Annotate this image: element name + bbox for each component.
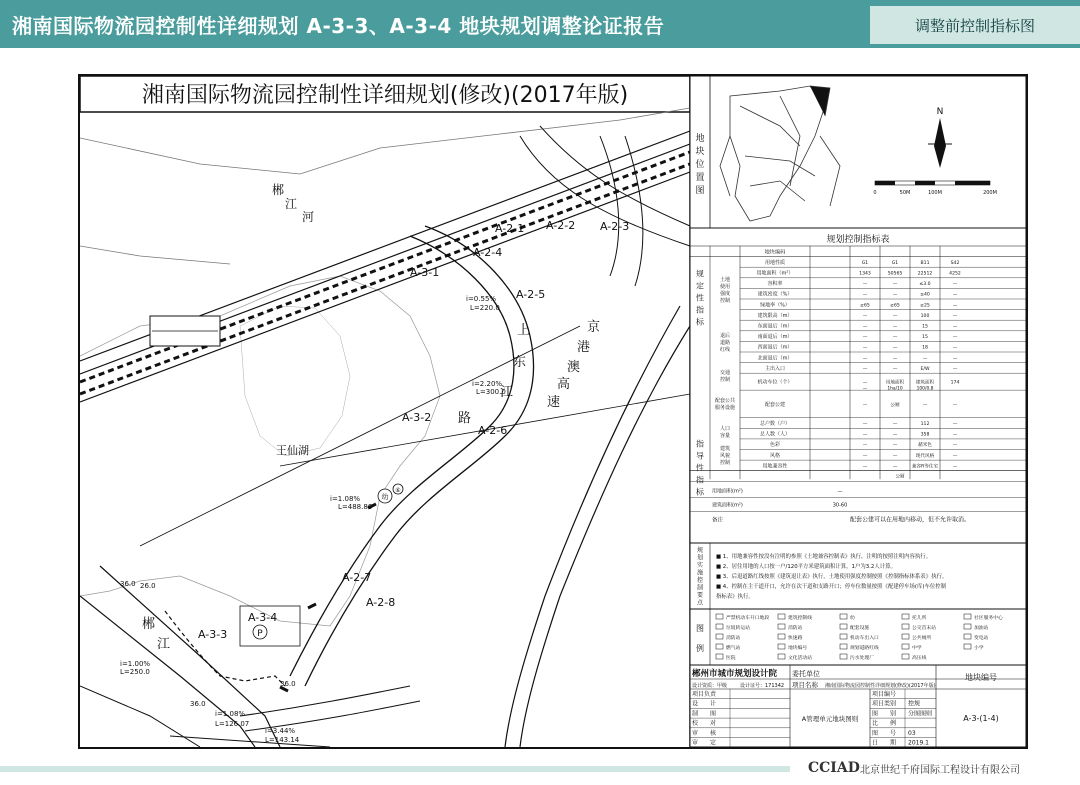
curve-label: 36.0 — [190, 700, 206, 708]
remark-text: 配套公建可以在用地内移动，但不允许取消。 — [849, 516, 971, 524]
sub-group-label: 道路 — [719, 340, 731, 346]
table-cell: — — [892, 366, 898, 372]
legend-symbol-icon — [778, 654, 785, 659]
table-cell: 358 — [920, 432, 930, 438]
table-row-label: 总人数（人） — [759, 431, 791, 438]
table-cell: — — [862, 356, 868, 362]
parcel-code-value: A-3-(1-4) — [963, 714, 999, 723]
table-cell: — — [952, 313, 958, 319]
table-cell: — — [892, 432, 898, 438]
table-cell: — — [892, 282, 898, 288]
sub-group-label: 交通 — [719, 370, 731, 376]
legend-item: 社区服务中心 — [974, 616, 1003, 621]
legend-item: 配套设施 — [850, 626, 870, 631]
table-cell: — — [862, 386, 868, 392]
sub-group-label: 使用 — [719, 284, 731, 290]
legend-symbol-icon — [902, 614, 909, 619]
note-line: ■ 3、后退道路红线按照《建筑退让表》执行，土地使用强度控制按照《控制指标体系表》执行。 — [716, 574, 948, 580]
parcel-label: A-3-2 — [402, 411, 432, 424]
table-cell: — — [892, 422, 898, 428]
table-cell: G1 — [891, 260, 899, 266]
table-cell: — — [862, 453, 868, 459]
table-row-label: 风格 — [769, 452, 781, 459]
curve-label: 36.0 — [280, 680, 296, 688]
table-row-label: 备注 — [712, 517, 724, 524]
sub-group-label: 退后 — [719, 333, 731, 339]
table-cell: 1ha/10 — [887, 386, 903, 392]
legend-symbol-icon — [716, 654, 723, 659]
legend-symbol-icon — [902, 624, 909, 629]
map-title: 湘南国际物流园控制性详细规划(修改)(2017年版) — [141, 83, 629, 108]
table-cell: — — [952, 422, 958, 428]
curve-label: i=1.08% — [215, 710, 246, 718]
scale-label: 100M — [928, 190, 942, 196]
table-cell: 用地面积 — [885, 380, 905, 386]
legend-symbol-icon — [716, 614, 723, 619]
north-label: N — [936, 107, 944, 117]
institute-name: 郴州市城市规划设计院 — [692, 669, 778, 679]
table-row-label: 用地兼容性 — [762, 463, 788, 470]
location-label-2: 块 — [695, 147, 705, 157]
curve-label: L=488.86 — [338, 503, 373, 511]
table-cell: 15 — [922, 335, 928, 341]
expressway-label-3: 澳 — [567, 360, 581, 375]
legend-symbol-icon — [964, 624, 971, 629]
legend-item: 规划道路红线 — [850, 646, 879, 651]
location-label-4: 置 — [695, 173, 705, 183]
curve-label: L=220.0 — [470, 304, 500, 312]
notes-label: 划 — [696, 554, 704, 562]
table-cell: — — [952, 345, 958, 351]
table-row-label: 西面退后（m） — [757, 344, 793, 351]
parcel-label: A-3-4 — [248, 611, 278, 624]
table-row-label: 色彩 — [769, 442, 781, 449]
sub-group-label: 人口 — [719, 426, 731, 432]
table-row-label: 主出入口 — [764, 365, 786, 372]
table-cell: 公厕 — [895, 474, 905, 480]
table-cell: ≥65 — [860, 303, 870, 309]
note-line: 指标表》执行。 — [716, 594, 754, 600]
legend-item: 公共厕所 — [912, 636, 932, 641]
scale-label: 0 — [873, 190, 877, 196]
road-label-2: 东 — [513, 355, 527, 370]
table-cell: — — [862, 292, 868, 298]
guide-group-label: 标 — [696, 487, 704, 497]
table-cell: — — [862, 324, 868, 330]
table-cell: 30-60 — [832, 502, 848, 509]
table-cell: — — [892, 292, 898, 298]
table-cell: ≤3.0 — [919, 282, 931, 288]
guide-group-label: 指 — [696, 475, 704, 485]
railway — [80, 131, 690, 402]
table-cell: — — [862, 345, 868, 351]
notes-label: 实 — [696, 562, 704, 569]
curve-label: L=300.0 — [476, 388, 506, 396]
legend-symbol-icon — [840, 654, 847, 659]
curve-label: 26.0 — [140, 582, 156, 590]
table-cell: — — [837, 488, 843, 495]
table-cell: 4252 — [949, 271, 961, 277]
sub-group-label: 风貌 — [719, 453, 731, 459]
table-cell: 现代风格 — [915, 453, 935, 459]
curve-label: L=143.14 — [265, 736, 300, 744]
table-row-label: 用地面积(m²) — [712, 488, 743, 495]
table-cell: — — [862, 313, 868, 319]
table-cell: — — [862, 464, 868, 470]
table-row-label: 南面退后（m） — [757, 334, 793, 341]
rule-group-label: 指 — [696, 305, 704, 315]
table-cell: S42 — [950, 260, 960, 266]
expressway-label-5: 速 — [547, 395, 561, 410]
table-cell: — — [892, 335, 898, 341]
table-cell: — — [862, 366, 868, 372]
table-cell: — — [862, 432, 868, 438]
legend-symbol-icon — [778, 624, 785, 629]
legend-item: 小学 — [974, 646, 984, 651]
scale-label: 50M — [899, 190, 911, 196]
table-cell: 112 — [920, 422, 930, 428]
role-label: 项目负责 — [692, 691, 717, 698]
table-cell: E/W — [920, 366, 930, 372]
curve-label: i=1.08% — [330, 495, 361, 503]
legend-item: 地块编号 — [788, 646, 808, 651]
table-cell: 50565 — [887, 271, 903, 277]
legend-item: 公交首末站 — [912, 626, 936, 631]
legend-item: 幼 — [850, 616, 855, 621]
legend-item: 文化活动站 — [788, 656, 812, 661]
legend-symbol-icon — [840, 634, 847, 639]
chenjiang-road-label-1: 郴 — [142, 617, 156, 632]
table-title: 规划控制指标表 — [826, 235, 890, 245]
legend-item: 消防站 — [788, 626, 803, 631]
parcel-label: A-3-3 — [198, 628, 228, 641]
table-cell: — — [862, 402, 868, 408]
table-cell: — — [862, 443, 868, 449]
sub-group-label: 控制 — [719, 298, 731, 304]
parcel-label: A-2-4 — [473, 246, 503, 259]
sub-group-label: 服务设施 — [714, 405, 736, 411]
legend-symbol-icon — [840, 614, 847, 619]
legend-symbol-icon — [716, 644, 723, 649]
footer — [0, 758, 1080, 785]
table-cell: 100 — [920, 313, 930, 319]
drawing-svg — [80, 76, 1026, 747]
parcel-code-label: 地块编号 — [965, 673, 997, 682]
table-cell: — — [892, 464, 898, 470]
table-cell: B11 — [920, 260, 930, 266]
parcel-label: A-2-8 — [366, 596, 396, 609]
rule-group-label: 规 — [696, 269, 704, 279]
table-cell: — — [952, 324, 958, 330]
legend-item: 消防站 — [726, 636, 741, 641]
field-value: 分图图则 — [908, 710, 933, 718]
curve-label: 36.0 — [120, 580, 136, 588]
location-label-5: 图 — [695, 186, 705, 196]
notes-label: 要 — [696, 592, 704, 599]
table-row-label: 用地性质 — [764, 259, 786, 266]
table-cell: — — [892, 453, 898, 459]
notes-label: 规 — [696, 547, 704, 554]
table-row-label: 机动车位（个） — [757, 379, 793, 386]
table-row-label: 绿地率（%） — [760, 302, 790, 309]
rule-group-label: 标 — [696, 317, 704, 327]
field-label: 图 号 — [872, 729, 897, 737]
legend-symbol-icon — [964, 614, 971, 619]
notes-label: 点 — [696, 599, 704, 607]
table-cell: 公厕 — [890, 402, 900, 408]
legend-symbol-icon — [840, 644, 847, 649]
sub-group-label: 强度 — [719, 291, 731, 297]
table-cell: — — [922, 356, 928, 362]
legend-item: 垃圾转运站 — [726, 626, 750, 631]
table-cell: — — [862, 282, 868, 288]
sub-group-label: 建筑 — [719, 446, 731, 452]
guide-group-label: 导 — [696, 451, 704, 461]
table-cell: 100/0.8 — [916, 386, 934, 392]
table-row-label: 东面退后（m） — [757, 323, 793, 330]
sub-group-label: 容量 — [719, 433, 731, 439]
legend-symbol-icon — [778, 634, 785, 639]
legend-item: 污水处理厂 — [850, 656, 874, 661]
legend-item: 加油站 — [974, 626, 989, 631]
rule-group-label: 性 — [696, 293, 704, 303]
legend-symbol-icon — [778, 644, 785, 649]
legend-label-1: 图 — [696, 624, 704, 633]
parcel-label: A-2-7 — [342, 571, 372, 584]
legend-item: 严禁机动车开口地段 — [726, 616, 770, 621]
company-logo: CCIAD — [808, 760, 860, 776]
note-line: ■ 2、居住用地的人口按一户/120平方米建筑面积计算，1户为3.2人计算。 — [716, 564, 896, 570]
project-value: 湘南国际物流园控制性详细规划(修改)(2017年版) — [825, 683, 936, 689]
legend-symbol-icon — [902, 634, 909, 639]
table-cell: — — [952, 303, 958, 309]
sub-group-label: 控制 — [719, 460, 731, 466]
notes-label: 制 — [696, 584, 704, 592]
table-header-cell: 地块编码 — [764, 249, 786, 256]
parking-icon: P — [257, 629, 263, 639]
table-cell: — — [862, 422, 868, 428]
river-label-1: 郴 — [272, 183, 285, 197]
field-value: 2019.1 — [908, 739, 929, 747]
sub-group-label: 控制 — [719, 377, 731, 383]
table-cell: 18 — [922, 345, 928, 351]
cert-no: 设计证号：171342 — [740, 683, 785, 689]
expressway-label-4: 高 — [557, 377, 571, 392]
table-cell: — — [952, 464, 958, 470]
section-label: 调整前控制指标图 — [870, 6, 1080, 44]
field-label: 日 期 — [872, 739, 897, 747]
kindergarten-icon: 幼 — [381, 493, 389, 501]
table-cell: — — [952, 366, 958, 372]
role-label: 审 核 — [692, 729, 717, 737]
field-value: 控规 — [908, 700, 921, 708]
location-label-1: 地 — [695, 134, 705, 144]
river-label-3: 河 — [302, 210, 315, 224]
sub-group-label: 土地 — [719, 277, 731, 283]
table-cell: 1343 — [859, 271, 871, 277]
legend-item: 高压线 — [912, 656, 927, 661]
field-label: 项目类别 — [872, 700, 897, 708]
legend-item: 变电站 — [974, 636, 989, 641]
sub-group-label: 配套公共 — [714, 398, 736, 404]
legend-symbol-icon — [840, 624, 847, 629]
curve-label: i=1.00% — [120, 660, 151, 668]
curve-label: i=3.44% — [265, 727, 296, 735]
client-label: 委托单位 — [792, 670, 820, 678]
table-cell: — — [862, 380, 868, 386]
table-cell: — — [952, 443, 958, 449]
table-cell: — — [892, 324, 898, 330]
table-cell: 兼容R等住宅 — [911, 464, 939, 470]
drawing-sheet — [78, 74, 1028, 749]
table-row-label: 配套公建 — [764, 401, 786, 408]
curve-label: L=126.07 — [215, 720, 250, 728]
parcel-label: A-2-3 — [600, 220, 630, 233]
table-row-label: 建筑面积(m²) — [712, 502, 743, 509]
curve-label: L=250.0 — [120, 668, 150, 676]
legend-label-2: 例 — [696, 644, 704, 653]
field-label: 比 例 — [872, 720, 897, 728]
legend-symbol-icon — [716, 634, 723, 639]
right-panel — [690, 76, 1026, 747]
table-cell: 赭米色 — [918, 443, 932, 449]
lake-label: 王仙湖 — [276, 444, 309, 457]
table-cell: — — [892, 345, 898, 351]
guide-group-label: 指 — [696, 439, 704, 449]
table-row-label: 总户数（户） — [759, 421, 791, 428]
table-row-label: 用地面积（m²） — [756, 270, 794, 277]
table-cell: 22512 — [917, 271, 933, 277]
legend-symbol-icon — [902, 644, 909, 649]
parcel-label: A-3-1 — [410, 266, 440, 279]
field-label: 图 别 — [872, 710, 897, 718]
curve-label: i=2.20% — [472, 380, 503, 388]
note-line: ■ 4、控制在主干道开口，允许在次干道和支路开口；停车位数量按照《配建停车场(库)车位控制 — [716, 584, 947, 590]
guide-group-label: 性 — [696, 463, 704, 473]
table-row-label: 建筑密度（%） — [757, 291, 793, 298]
parcel-label: A-2-2 — [546, 219, 576, 232]
legend-item: 机动车出入口 — [850, 636, 879, 641]
legend-item: 医院 — [726, 656, 736, 661]
role-label: 设 计 — [692, 700, 717, 708]
design-cert: 设计资质：甲级 — [692, 683, 728, 689]
company-name: 北京世纪千府国际工程设计有限公司 — [860, 765, 1020, 776]
table-cell: ≥65 — [890, 303, 900, 309]
legend-item: 托儿所 — [912, 616, 927, 621]
table-cell: — — [952, 356, 958, 362]
expressway-label-1: 京 — [587, 320, 601, 335]
table-cell: — — [952, 453, 958, 459]
legend-item: 快速路 — [788, 636, 803, 641]
legend-item: 中学 — [912, 646, 922, 651]
report-title: 湘南国际物流园控制性详细规划 A-3-3、A-3-4 地块规划调整论证报告 — [12, 14, 665, 38]
table-cell: 15 — [922, 324, 928, 330]
parcel-label: A-2-6 — [478, 424, 508, 437]
table-cell: — — [952, 292, 958, 298]
table-cell: ≥25 — [920, 303, 930, 309]
table-cell: 建筑面积 — [915, 380, 935, 386]
table-cell: — — [952, 402, 958, 408]
legend-symbol-icon — [778, 614, 785, 619]
location-label-3: 位 — [695, 160, 705, 170]
table-cell: — — [862, 335, 868, 341]
table-row-label: 建筑限高（m） — [757, 312, 793, 319]
river-label-2: 江 — [285, 197, 298, 211]
table-cell: — — [952, 432, 958, 438]
rule-group-label: 定 — [696, 281, 704, 291]
table-cell: 174 — [950, 380, 960, 386]
parcel-label: A-2-1 — [495, 222, 525, 235]
legend-item: 建筑控制线 — [788, 616, 812, 621]
field-value: 03 — [908, 729, 916, 737]
road-label-3: 江 — [500, 385, 514, 400]
notes-label: 施 — [696, 569, 704, 577]
footer-line — [0, 766, 790, 772]
field-label: 项目编号 — [872, 691, 897, 698]
table-cell: — — [892, 313, 898, 319]
scale-label: 200M — [983, 190, 997, 196]
table-cell: — — [952, 335, 958, 341]
table-cell: — — [952, 282, 958, 288]
chenjiang-road-label-2: 江 — [157, 637, 171, 652]
table-cell: — — [922, 402, 928, 408]
expressway-label-2: 港 — [577, 340, 591, 355]
parcel-label: A-2-5 — [516, 288, 546, 301]
legend-symbol-icon — [716, 624, 723, 629]
note-line: ■ 1、用地兼容性按没有注明的参照《土地兼容控制表》执行，注明的按照注明内容执行。 — [716, 554, 932, 560]
table-row-label: 容积率 — [767, 281, 783, 288]
role-label: 校 对 — [692, 720, 717, 728]
map-area — [80, 76, 690, 747]
table-cell: — — [892, 443, 898, 449]
role-label: 审 定 — [692, 739, 717, 747]
road-label-1: 上 — [517, 323, 531, 338]
notes-label: 控 — [696, 577, 704, 584]
header-bar — [0, 0, 1080, 48]
project-label: 项目名称 — [792, 681, 818, 689]
table-cell: ≤40 — [920, 292, 930, 298]
drawing-name: A管理单元地块图则 — [801, 715, 859, 723]
table-cell: — — [892, 356, 898, 362]
table-cell: G1 — [861, 260, 869, 266]
legend-symbol-icon — [964, 644, 971, 649]
sub-group-label: 红线 — [719, 347, 731, 353]
curve-label: i=0.55% — [466, 295, 497, 303]
road-label-4: 路 — [458, 411, 472, 426]
legend-symbol-icon — [964, 634, 971, 639]
table-row-label: 北面退后（m） — [757, 355, 793, 362]
legend-symbol-icon — [902, 654, 909, 659]
role-label: 制 图 — [692, 710, 717, 718]
legend-item: 燃气站 — [726, 646, 741, 651]
facility-icon: ⑥ — [395, 487, 401, 494]
